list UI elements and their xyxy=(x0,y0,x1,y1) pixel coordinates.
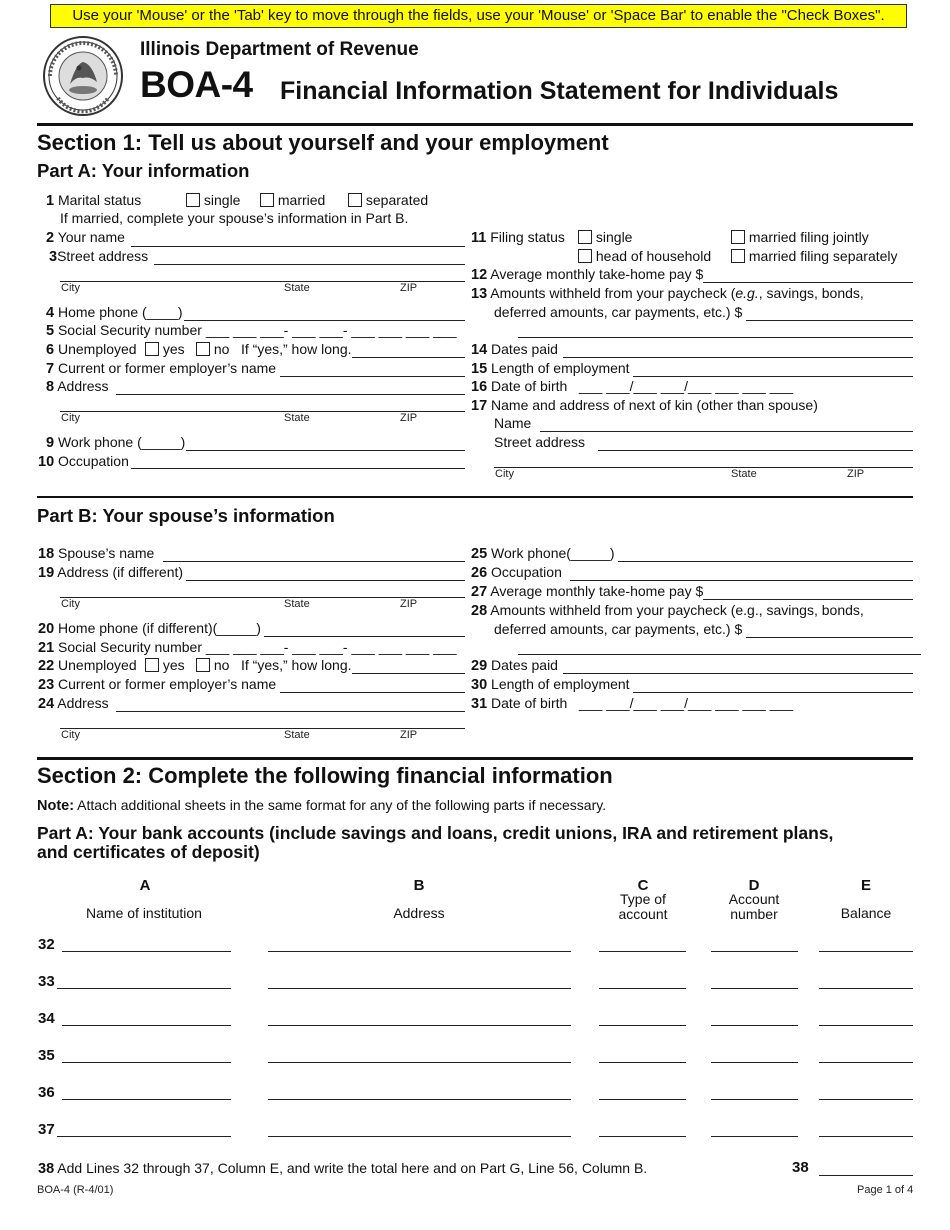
filing-hoh-checkbox[interactable] xyxy=(578,249,592,263)
city-label: City xyxy=(61,282,80,294)
spouse-withheld-field-2[interactable] xyxy=(518,654,921,655)
marital-separated-option[interactable]: separated xyxy=(348,192,428,208)
filing-separate-option[interactable]: married filing separately xyxy=(731,248,898,264)
unemployed-how-long-label: If “yes,” how long. xyxy=(241,341,352,357)
zip-label-3: ZIP xyxy=(847,468,865,480)
line19-label: 19 Address (if different) xyxy=(38,564,184,581)
line2-label: 2 Your name xyxy=(46,229,125,246)
line22-label: 22 Unemployed xyxy=(38,657,137,674)
balance-field-34[interactable] xyxy=(819,1025,913,1026)
unemployed-yes-option[interactable]: yes xyxy=(145,341,185,357)
row-number-36: 36 xyxy=(38,1084,55,1101)
line13-label-cont: deferred amounts, car payments, etc.) $ xyxy=(494,304,743,320)
line31-label: 31 Date of birth ___ ___/___ ___/___ ___ ___ ___ xyxy=(471,695,794,712)
address-field-34[interactable] xyxy=(268,1025,571,1026)
line26-label: 26 Occupation xyxy=(471,564,562,581)
institution-name-field-34[interactable] xyxy=(62,1025,231,1026)
line28-label-cont: deferred amounts, car payments, etc.) $ xyxy=(494,621,743,637)
section2-note: Note: Attach additional sheets in the same format for any of the following parts if necessary. xyxy=(37,797,607,814)
state-label: State xyxy=(284,282,310,294)
institution-name-field-36[interactable] xyxy=(62,1099,231,1100)
form-title: Financial Information Statement for Individuals xyxy=(280,77,839,105)
section1-partB-title: Part B: Your spouse’s information xyxy=(37,505,335,526)
street-address-field[interactable] xyxy=(154,264,465,265)
line38-right-num: 38 xyxy=(792,1159,809,1176)
city-label-2: City xyxy=(61,412,80,424)
zip-label-4: ZIP xyxy=(400,598,418,610)
spouse-name-field[interactable] xyxy=(163,561,465,562)
section2-partA-title-1: Part A: Your bank accounts (include savings and loans, credit unions, IRA and retirement plans, xyxy=(37,823,834,843)
spouse-length-employment-field[interactable] xyxy=(633,692,913,693)
line7-label: 7 Current or former employer’s name xyxy=(46,360,277,377)
section2-title: Section 2: Complete the following financial information xyxy=(37,763,613,788)
dates-paid-field[interactable] xyxy=(563,357,913,358)
account-number-field-37[interactable] xyxy=(711,1136,798,1137)
city-label-5: City xyxy=(61,729,80,741)
zip-label: ZIP xyxy=(400,282,418,294)
col-d-letter: D xyxy=(748,877,760,894)
line5-label: 5 Social Security number ___ ___ ___- ___ ___- ___ ___ ___ ___ xyxy=(46,322,457,339)
line1-marital-status: 1 Marital status xyxy=(46,192,142,209)
balance-field-33[interactable] xyxy=(819,988,913,989)
withheld-amount-field[interactable] xyxy=(746,320,913,321)
instruction-banner: Use your 'Mouse' or the 'Tab' key to move through the fields, use your 'Mouse' or 'Space Bar' to enable the "Check Boxes". xyxy=(50,4,907,28)
address-field-33[interactable] xyxy=(268,988,571,989)
account-number-field-34[interactable] xyxy=(711,1025,798,1026)
line38-label: 38 Add Lines 32 through 37, Column E, and write the total here and on Part G, Line 56, Column B. xyxy=(38,1160,648,1177)
row-number-33: 33 xyxy=(38,973,55,990)
spouse-address-field[interactable] xyxy=(186,580,465,581)
work-phone-field[interactable] xyxy=(186,450,465,451)
line14-label: 14 Dates paid xyxy=(471,341,558,358)
institution-name-field-32[interactable] xyxy=(62,951,231,952)
unemployed-no-checkbox[interactable] xyxy=(196,342,210,356)
line29-label: 29 Dates paid xyxy=(471,657,558,674)
marital-single-option[interactable]: single xyxy=(186,192,240,208)
filing-single-option[interactable]: single xyxy=(578,229,632,245)
line6-label: 6 Unemployed xyxy=(46,341,137,358)
unemployed-yes-checkbox[interactable] xyxy=(145,342,159,356)
col-a-letter: A xyxy=(139,877,151,894)
institution-name-field-35[interactable] xyxy=(62,1062,231,1063)
line38-total-field[interactable] xyxy=(819,1175,913,1176)
ssn-field[interactable]: ___ ___ ___- ___ ___- ___ ___ ___ ___ xyxy=(205,322,457,338)
account-number-field-32[interactable] xyxy=(711,951,798,952)
line12-label: 12 Average monthly take-home pay $ xyxy=(471,266,704,283)
marital-married-checkbox[interactable] xyxy=(260,193,274,207)
employer-name-field[interactable] xyxy=(280,376,465,377)
kin-name-field[interactable] xyxy=(540,431,913,432)
occupation-field[interactable] xyxy=(131,468,465,469)
line21-label: 21 Social Security number ___ ___ ___- ___ ___- ___ ___ ___ ___ xyxy=(38,639,457,656)
partB-rule xyxy=(37,496,913,498)
col-e-label: Balance xyxy=(840,905,892,921)
type-field-34[interactable] xyxy=(599,1025,686,1026)
line8-label: 8 Address xyxy=(46,378,109,395)
row-number-37: 37 xyxy=(38,1121,55,1138)
spouse-unemployed-no-checkbox[interactable] xyxy=(196,658,210,672)
col-b-letter: B xyxy=(413,877,425,894)
state-label-2: State xyxy=(284,412,310,424)
spouse-unemployed-how-long-field[interactable] xyxy=(352,673,465,674)
zip-label-5: ZIP xyxy=(400,729,418,741)
line20-label: 20 Home phone (if different)(_____) xyxy=(38,620,261,637)
line23-label: 23 Current or former employer’s name xyxy=(38,676,277,693)
line28-label: 28 Amounts withheld from your paycheck (e.g., savings, bonds, xyxy=(471,602,864,619)
filing-separate-checkbox[interactable] xyxy=(731,249,745,263)
home-phone-field[interactable] xyxy=(184,320,465,321)
section2-rule xyxy=(37,757,913,760)
type-field-33[interactable] xyxy=(599,988,686,989)
marital-separated-checkbox[interactable] xyxy=(348,193,362,207)
length-employment-field[interactable] xyxy=(633,376,913,377)
type-field-37[interactable] xyxy=(599,1136,686,1137)
type-field-32[interactable] xyxy=(599,951,686,952)
unemployed-no-option[interactable]: no xyxy=(196,341,229,357)
line11-label: 11 Filing status xyxy=(471,229,565,246)
spouse-employer-address-field[interactable] xyxy=(116,711,465,712)
section1-partA-title: Part A: Your information xyxy=(37,160,250,181)
line27-label: 27 Average monthly take-home pay $ xyxy=(471,583,704,600)
city-label-4: City xyxy=(61,598,80,610)
line9-label: 9 Work phone (_____) xyxy=(46,434,186,451)
spouse-occupation-field[interactable] xyxy=(570,580,913,581)
kin-street-label: Street address xyxy=(494,434,586,450)
col-e-letter: E xyxy=(860,877,871,894)
account-number-field-36[interactable] xyxy=(711,1099,798,1100)
filing-joint-checkbox[interactable] xyxy=(731,230,745,244)
row-number-34: 34 xyxy=(38,1010,55,1027)
account-number-field-35[interactable] xyxy=(711,1062,798,1063)
line1-note: If married, complete your spouse’s information in Part B. xyxy=(60,210,409,226)
kin-name-label: Name xyxy=(494,415,532,431)
withheld-amount-field-2[interactable] xyxy=(518,337,913,338)
address-field-32[interactable] xyxy=(268,951,571,952)
line15-label: 15 Length of employment xyxy=(471,360,630,377)
take-home-pay-field[interactable] xyxy=(703,282,913,283)
filing-joint-option[interactable]: married filing jointly xyxy=(731,229,869,245)
section1-title: Section 1: Tell us about yourself and your employment xyxy=(37,130,609,155)
row-number-32: 32 xyxy=(38,936,55,953)
state-label-4: State xyxy=(284,598,310,610)
spouse-unemployed-yes-checkbox[interactable] xyxy=(145,658,159,672)
line25-label: 25 Work phone(_____) xyxy=(471,545,615,562)
spouse-unemployed-yes-option[interactable]: yes xyxy=(145,657,185,673)
type-field-36[interactable] xyxy=(599,1099,686,1100)
spouse-unemployed-no-option[interactable]: no xyxy=(196,657,229,673)
balance-field-32[interactable] xyxy=(819,951,913,952)
state-seal-icon xyxy=(42,34,124,118)
agency-name: Illinois Department of Revenue xyxy=(140,39,419,60)
spouse-dates-paid-field[interactable] xyxy=(563,673,913,674)
header-rule xyxy=(37,123,913,126)
line3-label: 3Street address xyxy=(49,248,149,265)
kin-street-field[interactable] xyxy=(598,450,913,451)
line10-label: 10 Occupation xyxy=(38,453,129,470)
form-revision: BOA-4 (R-4/01) xyxy=(37,1184,114,1196)
col-c-letter: C xyxy=(637,877,649,894)
line13-label: 13 Amounts withheld from your paycheck (e.g., savings, bonds, xyxy=(471,285,864,302)
balance-field-35[interactable] xyxy=(819,1062,913,1063)
filing-hoh-option[interactable]: head of household xyxy=(578,248,711,264)
line17-label: 17 Name and address of next of kin (other than spouse) xyxy=(471,397,818,414)
type-field-35[interactable] xyxy=(599,1062,686,1063)
line18-label: 18 Spouse’s name xyxy=(38,545,155,562)
marital-single-checkbox[interactable] xyxy=(186,193,200,207)
marital-married-option[interactable]: married xyxy=(260,192,325,208)
spouse-work-phone-field[interactable] xyxy=(618,561,913,562)
zip-label-2: ZIP xyxy=(400,412,418,424)
address-field-37[interactable] xyxy=(268,1136,571,1137)
address-field-35[interactable] xyxy=(268,1062,571,1063)
line24-label: 24 Address xyxy=(38,695,109,712)
employer-address-field[interactable] xyxy=(116,394,465,395)
row-number-35: 35 xyxy=(38,1047,55,1064)
state-label-3: State xyxy=(731,468,757,480)
institution-name-field-37[interactable] xyxy=(57,1136,231,1137)
line4-label: 4 Home phone (____) xyxy=(46,304,183,321)
section2-partA-title-2: and certificates of deposit) xyxy=(37,842,260,862)
state-label-5: State xyxy=(284,729,310,741)
page-number: Page 1 of 4 xyxy=(857,1184,914,1196)
date-of-birth-field[interactable]: ___ ___/___ ___/___ ___ ___ ___ xyxy=(578,378,794,394)
account-number-field-33[interactable] xyxy=(711,988,798,989)
spouse-unemployed-how-long-label: If “yes,” how long. xyxy=(241,657,352,673)
institution-name-field-33[interactable] xyxy=(57,988,231,989)
line30-label: 30 Length of employment xyxy=(471,676,630,693)
city-label-3: City xyxy=(495,468,514,480)
col-a-label: Name of institution xyxy=(86,905,202,921)
your-name-field[interactable] xyxy=(131,246,465,247)
balance-field-37[interactable] xyxy=(819,1136,913,1137)
balance-field-36[interactable] xyxy=(819,1099,913,1100)
spouse-employer-name-field[interactable] xyxy=(280,692,465,693)
col-b-label: Address xyxy=(393,905,445,921)
spouse-home-phone-field[interactable] xyxy=(264,636,465,637)
filing-single-checkbox[interactable] xyxy=(578,230,592,244)
form-code: BOA-4 xyxy=(140,64,253,105)
address-field-36[interactable] xyxy=(268,1099,571,1100)
spouse-dob-field[interactable]: ___ ___/___ ___/___ ___ ___ ___ xyxy=(578,695,794,711)
col-d-label: Account number xyxy=(728,891,780,922)
spouse-ssn-field[interactable]: ___ ___ ___- ___ ___- ___ ___ ___ ___ xyxy=(205,639,457,655)
unemployed-how-long-field[interactable] xyxy=(352,357,465,358)
spouse-withheld-field[interactable] xyxy=(746,637,913,638)
spouse-take-home-pay-field[interactable] xyxy=(703,599,913,600)
line16-label: 16 Date of birth ___ ___/___ ___/___ ___ ___ ___ xyxy=(471,378,794,395)
col-c-label: Type of account xyxy=(618,891,668,922)
